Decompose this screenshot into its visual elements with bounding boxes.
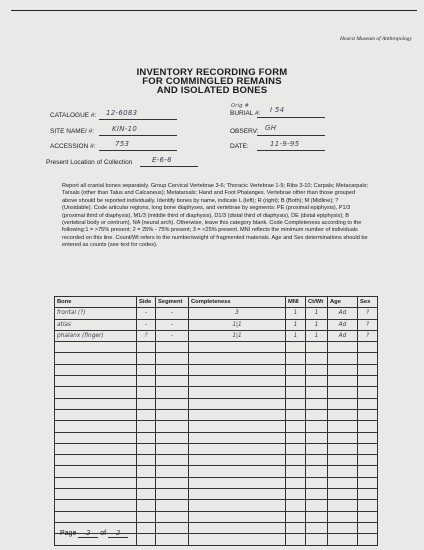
cell-sex[interactable]: [358, 376, 378, 387]
cell-age[interactable]: Ad: [328, 319, 358, 330]
col-header-sex: Sex: [358, 297, 378, 308]
cell-ctwt[interactable]: [306, 376, 328, 387]
cell-segment[interactable]: [156, 477, 189, 488]
accession-value[interactable]: 753: [115, 140, 130, 148]
table-row-empty: [55, 376, 378, 387]
cell-completeness[interactable]: 1|1: [189, 330, 286, 341]
table-row-empty: [55, 342, 378, 353]
instructions-text: Report all cranial bones separately. Group Cervical Vertebrae 3-6; Thoracic Vertebrae 1-9; Ribs 3-10; Carpals; Metacarpals; Tarsals (other than Talus and Calcaneus); Metatarsals; Hand and Foot Phalanges. Vertebrae other than those grouped above should be reported individually. Identify bones by name, indicate L (left); R (right); B (Both); M (Midline); ? (Unsidable). Code articular regions, long bone diaphyses, and vertebrae by segments: PE (proximal epiphysis), P1/3 (proximal third of diaphysis), M1/3 (middle third of diaphysis), D1/3 (distal third of diaphysis), DE (distal epiphysis); B (vertebral body or centrum), NA (neural arch). Otherwise, leave this category blank. Code Completeness according to the following:1 = >75% present; 2 = 25% - 75% present; 3 = <25% present. MNI reflects the minimum number of individuals recorded on this line. Count/Wt refers to the number/weight of fragmented materials. Age and Sex determinations should be entered as counts (see text for codes).: [62, 183, 369, 249]
table-row-empty: [55, 398, 378, 409]
cell-completeness[interactable]: [189, 477, 286, 488]
cell-bone[interactable]: [55, 409, 137, 420]
cell-ctwt[interactable]: [306, 342, 328, 353]
table-row: [55, 330, 378, 341]
cell-sex[interactable]: [358, 398, 378, 409]
cell-mni[interactable]: 1: [286, 319, 306, 330]
cell-segment[interactable]: [156, 353, 189, 364]
cell-side[interactable]: -: [137, 308, 156, 319]
table-row-empty: [55, 387, 378, 398]
cell-ctwt[interactable]: 1: [306, 308, 328, 319]
table-header-row: [55, 297, 378, 308]
page-footer: [60, 529, 128, 538]
cell-side[interactable]: [137, 443, 156, 454]
cell-age[interactable]: [328, 364, 358, 375]
cell-mni[interactable]: [286, 342, 306, 353]
cell-bone[interactable]: [55, 432, 137, 443]
cell-mni[interactable]: [286, 466, 306, 477]
cell-side[interactable]: [137, 398, 156, 409]
cell-ctwt[interactable]: 1: [306, 319, 328, 330]
cell-bone[interactable]: [55, 500, 137, 511]
table-row-empty: [55, 455, 378, 466]
cell-ctwt[interactable]: [306, 500, 328, 511]
cell-sex[interactable]: [358, 353, 378, 364]
cell-completeness[interactable]: [189, 443, 286, 454]
cell-mni[interactable]: [286, 500, 306, 511]
cell-ctwt[interactable]: [306, 387, 328, 398]
cell-ctwt[interactable]: [306, 477, 328, 488]
cell-completeness[interactable]: [189, 455, 286, 466]
col-header-age: Age: [328, 297, 358, 308]
form-title-line-2: FOR COMMINGLED REMAINS: [142, 76, 282, 87]
cell-mni[interactable]: [286, 522, 306, 533]
cell-segment[interactable]: -: [156, 330, 189, 341]
cell-side[interactable]: [137, 421, 156, 432]
cell-sex[interactable]: [358, 443, 378, 454]
cell-bone[interactable]: [55, 466, 137, 477]
table-row: [55, 319, 378, 330]
form-title-line-3: AND ISOLATED BONES: [156, 85, 268, 96]
cell-age[interactable]: Ad: [328, 330, 358, 341]
cell-mni[interactable]: 1: [286, 330, 306, 341]
accession-line: [99, 150, 177, 151]
site-label: SITE NAME/ #:: [50, 128, 95, 135]
cell-completeness[interactable]: [189, 511, 286, 522]
cell-completeness[interactable]: 3: [189, 308, 286, 319]
cell-age[interactable]: [328, 432, 358, 443]
burial-orig-note: Orig #: [231, 103, 250, 109]
cell-segment[interactable]: [156, 376, 189, 387]
cell-age[interactable]: [328, 500, 358, 511]
cell-ctwt[interactable]: [306, 443, 328, 454]
cell-ctwt[interactable]: [306, 466, 328, 477]
cell-completeness[interactable]: [189, 522, 286, 533]
observ-line: [257, 135, 325, 136]
inventory-table: [54, 296, 378, 546]
cell-sex[interactable]: [358, 421, 378, 432]
cell-bone[interactable]: [55, 364, 137, 375]
cell-side[interactable]: -: [137, 319, 156, 330]
cell-completeness[interactable]: [189, 432, 286, 443]
col-header-bone: Bone: [55, 297, 137, 308]
cell-bone[interactable]: [55, 387, 137, 398]
cell-side[interactable]: [137, 409, 156, 420]
cell-bone[interactable]: [55, 477, 137, 488]
cell-side[interactable]: ?: [137, 330, 156, 341]
cell-mni[interactable]: [286, 376, 306, 387]
catalogue-label: CATALOGUE #:: [50, 112, 97, 119]
date-label: DATE:: [230, 143, 249, 150]
cell-completeness[interactable]: [189, 466, 286, 477]
cell-mni[interactable]: [286, 432, 306, 443]
cell-completeness[interactable]: [189, 387, 286, 398]
cell-completeness[interactable]: [189, 364, 286, 375]
date-value[interactable]: 11-9-95: [270, 140, 300, 148]
cell-age[interactable]: [328, 534, 358, 545]
form-title-line-1: INVENTORY RECORDING FORM: [136, 67, 288, 78]
cell-segment[interactable]: [156, 455, 189, 466]
cell-completeness[interactable]: [189, 398, 286, 409]
cell-mni[interactable]: [286, 387, 306, 398]
cell-side[interactable]: [137, 432, 156, 443]
cell-segment[interactable]: [156, 398, 189, 409]
cell-age[interactable]: [328, 511, 358, 522]
top-rule: [11, 10, 417, 11]
catalogue-line: [99, 119, 177, 120]
cell-bone[interactable]: [55, 398, 137, 409]
cell-mni[interactable]: [286, 364, 306, 375]
page-total[interactable]: 2: [108, 529, 128, 538]
museum-header: Hearst Museum of Anthropology: [340, 36, 412, 42]
cell-bone[interactable]: [55, 511, 137, 522]
cell-bone[interactable]: [55, 443, 137, 454]
cell-age[interactable]: [328, 477, 358, 488]
site-value[interactable]: KIN-10: [112, 125, 138, 133]
location-label: Present Location of Collection: [46, 159, 133, 166]
observ-value[interactable]: GH: [265, 124, 277, 132]
cell-sex[interactable]: [358, 522, 378, 533]
cell-sex[interactable]: [358, 511, 378, 522]
cell-sex[interactable]: ?: [358, 308, 378, 319]
cell-completeness[interactable]: 1|1: [189, 319, 286, 330]
page-number[interactable]: 2: [78, 529, 98, 538]
cell-segment[interactable]: -: [156, 308, 189, 319]
cell-segment[interactable]: [156, 421, 189, 432]
cell-segment[interactable]: [156, 522, 189, 533]
cell-segment[interactable]: [156, 500, 189, 511]
cell-bone[interactable]: [55, 489, 137, 500]
cell-mni[interactable]: [286, 353, 306, 364]
accession-label: ACCESSION #:: [50, 143, 96, 150]
cell-mni[interactable]: [286, 409, 306, 420]
cell-sex[interactable]: ?: [358, 319, 378, 330]
cell-mni[interactable]: [286, 489, 306, 500]
cell-bone[interactable]: [55, 455, 137, 466]
cell-segment[interactable]: [156, 387, 189, 398]
cell-sex[interactable]: [358, 477, 378, 488]
cell-ctwt[interactable]: [306, 511, 328, 522]
cell-ctwt[interactable]: [306, 455, 328, 466]
cell-ctwt[interactable]: 1: [306, 330, 328, 341]
cell-ctwt[interactable]: [306, 409, 328, 420]
cell-side[interactable]: [137, 342, 156, 353]
cell-side[interactable]: [137, 353, 156, 364]
cell-sex[interactable]: [358, 342, 378, 353]
cell-age[interactable]: [328, 387, 358, 398]
cell-segment[interactable]: [156, 342, 189, 353]
cell-age[interactable]: [328, 353, 358, 364]
table-row-empty: [55, 421, 378, 432]
cell-mni[interactable]: 1: [286, 308, 306, 319]
burial-value[interactable]: I 54: [270, 106, 285, 114]
col-header-side: Side: [137, 297, 156, 308]
cell-side[interactable]: [137, 522, 156, 533]
observ-label: OBSERV:: [230, 128, 259, 135]
cell-sex[interactable]: [358, 432, 378, 443]
table-row-empty: [55, 353, 378, 364]
table-row-empty: [55, 477, 378, 488]
cell-segment[interactable]: [156, 489, 189, 500]
cell-segment[interactable]: [156, 443, 189, 454]
cell-completeness[interactable]: [189, 534, 286, 545]
page-label: Page: [60, 530, 77, 537]
cell-sex[interactable]: [358, 364, 378, 375]
cell-age[interactable]: [328, 443, 358, 454]
cell-age[interactable]: [328, 455, 358, 466]
cell-segment[interactable]: [156, 534, 189, 545]
cell-side[interactable]: [137, 534, 156, 545]
cell-side[interactable]: [137, 376, 156, 387]
location-line: [140, 166, 198, 167]
cell-side[interactable]: [137, 387, 156, 398]
cell-side[interactable]: [137, 500, 156, 511]
col-header-completeness: Completeness: [189, 297, 286, 308]
cell-ctwt[interactable]: [306, 353, 328, 364]
cell-bone[interactable]: frontal (?): [55, 308, 137, 319]
cell-mni[interactable]: [286, 421, 306, 432]
cell-ctwt[interactable]: [306, 398, 328, 409]
burial-line: [257, 117, 325, 118]
cell-mni[interactable]: [286, 477, 306, 488]
table-row: [55, 308, 378, 319]
cell-bone[interactable]: [55, 342, 137, 353]
cell-bone[interactable]: phalanx (finger): [55, 330, 137, 341]
cell-completeness[interactable]: [189, 342, 286, 353]
cell-ctwt[interactable]: [306, 364, 328, 375]
cell-bone[interactable]: [55, 421, 137, 432]
cell-age[interactable]: [328, 466, 358, 477]
cell-mni[interactable]: [286, 455, 306, 466]
cell-age[interactable]: Ad: [328, 308, 358, 319]
date-line: [257, 150, 325, 151]
table-row-empty: [55, 466, 378, 477]
cell-mni[interactable]: [286, 534, 306, 545]
cell-segment[interactable]: -: [156, 319, 189, 330]
burial-label: BURIAL #:: [230, 110, 261, 117]
cell-age[interactable]: [328, 376, 358, 387]
cell-age[interactable]: [328, 398, 358, 409]
cell-ctwt[interactable]: [306, 489, 328, 500]
cell-segment[interactable]: [156, 511, 189, 522]
table-row-empty: [55, 511, 378, 522]
cell-ctwt[interactable]: [306, 432, 328, 443]
cell-completeness[interactable]: [189, 421, 286, 432]
cell-ctwt[interactable]: [306, 421, 328, 432]
cell-sex[interactable]: [358, 455, 378, 466]
cell-sex[interactable]: [358, 534, 378, 545]
cell-sex[interactable]: [358, 466, 378, 477]
cell-age[interactable]: [328, 421, 358, 432]
cell-segment[interactable]: [156, 364, 189, 375]
cell-segment[interactable]: [156, 466, 189, 477]
cell-side[interactable]: [137, 477, 156, 488]
cell-ctwt[interactable]: [306, 534, 328, 545]
col-header-mni: MNI: [286, 297, 306, 308]
col-header-ctwt: Ct/Wt: [306, 297, 328, 308]
table-row-empty: [55, 364, 378, 375]
cell-ctwt[interactable]: [306, 522, 328, 533]
site-line: [99, 135, 177, 136]
cell-sex[interactable]: [358, 500, 378, 511]
cell-sex[interactable]: [358, 409, 378, 420]
cell-side[interactable]: [137, 455, 156, 466]
col-header-segment: Segment: [156, 297, 189, 308]
cell-completeness[interactable]: [189, 353, 286, 364]
cell-mni[interactable]: [286, 443, 306, 454]
location-value[interactable]: E-6-6: [152, 156, 172, 164]
cell-side[interactable]: [137, 489, 156, 500]
cell-bone[interactable]: [55, 376, 137, 387]
cell-mni[interactable]: [286, 398, 306, 409]
cell-completeness[interactable]: [189, 489, 286, 500]
table-row-empty: [55, 409, 378, 420]
cell-age[interactable]: [328, 489, 358, 500]
cell-side[interactable]: [137, 364, 156, 375]
cell-segment[interactable]: [156, 409, 189, 420]
table-row-empty: [55, 500, 378, 511]
cell-bone[interactable]: [55, 353, 137, 364]
cell-age[interactable]: [328, 342, 358, 353]
cell-completeness[interactable]: [189, 500, 286, 511]
table-row-empty: [55, 443, 378, 454]
table-row-empty: [55, 489, 378, 500]
cell-side[interactable]: [137, 466, 156, 477]
cell-sex[interactable]: [358, 387, 378, 398]
cell-bone[interactable]: atlas: [55, 319, 137, 330]
cell-completeness[interactable]: [189, 409, 286, 420]
catalogue-value[interactable]: 12-6083: [106, 109, 138, 117]
of-label: of: [100, 530, 107, 537]
table-row-empty: [55, 432, 378, 443]
cell-segment[interactable]: [156, 432, 189, 443]
cell-sex[interactable]: ?: [358, 330, 378, 341]
cell-age[interactable]: [328, 522, 358, 533]
cell-mni[interactable]: [286, 511, 306, 522]
cell-completeness[interactable]: [189, 376, 286, 387]
cell-sex[interactable]: [358, 489, 378, 500]
cell-side[interactable]: [137, 511, 156, 522]
cell-age[interactable]: [328, 409, 358, 420]
